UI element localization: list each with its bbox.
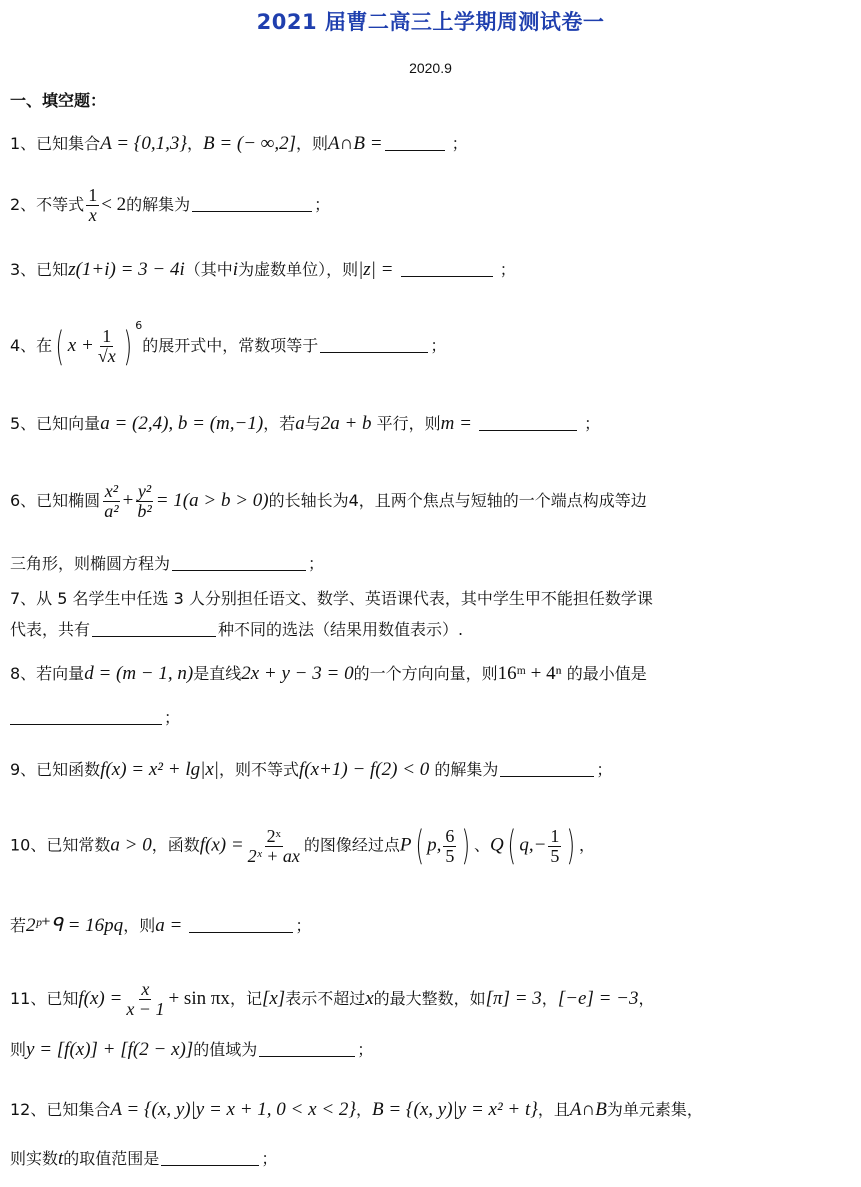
- q10-fraction: [246, 827, 302, 866]
- q6-plus: +: [122, 489, 134, 511]
- q4-text2: 的展开式中，常数项等于: [142, 336, 319, 355]
- q6-text2: 的长轴长为4，且两个焦点与短轴的一个端点构成等边: [268, 490, 647, 510]
- q9-text3: 的解集为: [434, 760, 499, 779]
- q4-text: 4、在: [10, 336, 53, 355]
- q11-rest: + sin πx: [168, 987, 230, 1009]
- question-5: [10, 414, 600, 433]
- q10-p-frac: [443, 827, 456, 866]
- q11-text5: 则: [10, 1040, 27, 1059]
- q12-end2: ；: [261, 1149, 278, 1168]
- q1-text2: ，则: [296, 134, 329, 153]
- q10-text3: 的图像经过点: [303, 835, 400, 855]
- q1-text: 1、已知集合: [10, 134, 101, 153]
- q10-sep: 、: [473, 835, 490, 855]
- q10-end2: ；: [295, 916, 312, 935]
- question-7-line2: [10, 622, 463, 638]
- q6-text: 6、已知椭圆: [10, 490, 101, 510]
- q1-expr: A∩B =: [328, 133, 383, 154]
- q11-y: y = [f(x)] + [f(2 − x)]: [26, 1039, 194, 1060]
- q5-m: m =: [440, 413, 472, 434]
- question-6: [10, 482, 647, 521]
- q10-text: 10、已知常数: [10, 835, 111, 855]
- q6-frac-y: [135, 482, 153, 521]
- q8-expr: 16ᵐ + 4ⁿ: [497, 663, 562, 684]
- q12-text3: 为单元素集，: [606, 1100, 703, 1119]
- q8-line: 2x + y − 3 = 0: [241, 663, 354, 684]
- q2-text: 2、不等式: [10, 194, 85, 214]
- q10-point-q: Q: [489, 834, 504, 856]
- q10-p-paren-right: ): [461, 823, 471, 869]
- q9-text: 9、已知函数: [10, 760, 101, 779]
- q7-text3: 种不同的选法（结果用数值表示）.: [218, 620, 464, 639]
- question-9: [10, 760, 612, 779]
- q10-qn: 1: [550, 825, 560, 846]
- q10-text2: ，函数: [151, 835, 200, 855]
- q3-text: 3、已知: [10, 260, 69, 279]
- q9-inequality: f(x+1) − f(2) < 0: [299, 759, 430, 780]
- q4-paren-left: (: [55, 323, 65, 370]
- answer-blank[interactable]: [259, 1055, 355, 1057]
- q10-p-coord: p,: [427, 834, 442, 856]
- q6-yn: y²: [137, 481, 152, 501]
- q8-text: 8、若向量: [10, 664, 85, 683]
- q8-text3: 的一个方向向量，则: [353, 664, 498, 683]
- answer-blank[interactable]: [479, 429, 577, 431]
- answer-blank[interactable]: [172, 569, 306, 571]
- q10-q-paren-left: (: [507, 823, 516, 869]
- q10-den: 2ˣ + ax: [247, 845, 300, 866]
- answer-blank[interactable]: [189, 931, 293, 933]
- answer-blank[interactable]: [192, 210, 312, 212]
- q6-frac-x: [102, 482, 120, 521]
- q10-eq: 2ᵖ⁺ᑫ = 16pq: [26, 915, 124, 936]
- q3-expr: z(1+i) = 3 − 4i: [68, 259, 185, 280]
- q11-num: x: [141, 979, 150, 999]
- q2-text2: 的解集为: [126, 194, 191, 214]
- q11-example2: [−e] = −3: [557, 987, 639, 1009]
- q2-den: x: [88, 204, 97, 225]
- q4-x: x +: [67, 335, 94, 356]
- q5-vectors: a = (2,4), b = (m,−1): [100, 413, 264, 434]
- q6-cond: = 1(a > b > 0): [155, 489, 269, 511]
- q2-fraction: [86, 186, 99, 225]
- question-8-line2: [10, 710, 180, 726]
- q10-q-paren-right: ): [566, 823, 576, 869]
- q1-sep: ，: [186, 134, 203, 153]
- answer-blank[interactable]: [10, 723, 162, 725]
- answer-blank[interactable]: [500, 775, 594, 777]
- q12-set-a: A = {(x, y)|y = x + 1, 0 < x < 2}: [110, 1099, 356, 1120]
- question-4: [10, 319, 447, 370]
- q6-text3: 三角形，则椭圆方程为: [10, 554, 171, 573]
- q1-set-a: A = {0,1,3}: [100, 133, 187, 154]
- q10-pd: 5: [445, 845, 455, 866]
- q3-end: ；: [499, 260, 516, 279]
- q11-example1: [π] = 3: [485, 987, 542, 1009]
- q3-paren2: 为虚数单位），则: [238, 260, 359, 279]
- q10-p-paren-left: (: [415, 823, 424, 869]
- question-8: [10, 664, 647, 683]
- q11-text4: 的最大整数，如: [373, 988, 486, 1008]
- q9-text2: ，则不等式: [218, 760, 299, 779]
- q11-den: x − 1: [126, 998, 165, 1019]
- q4-end: ；: [430, 336, 447, 355]
- q11-floor: [x]: [261, 987, 286, 1009]
- q4-fraction: [96, 327, 118, 366]
- q4-den: √x: [97, 346, 116, 366]
- q7-text2: 代表，共有: [10, 620, 91, 639]
- q12-set-b: B = {(x, y)|y = x² + t}: [372, 1099, 538, 1120]
- q4-power: 6: [135, 319, 143, 332]
- q10-q-frac: [548, 827, 561, 866]
- q8-text4: 的最小值是: [566, 664, 647, 683]
- q10-num: 2ˣ: [266, 825, 281, 846]
- q12-text2: ，且: [537, 1100, 570, 1119]
- q10-cond: a > 0: [110, 834, 152, 856]
- q5-text3: 与: [304, 414, 321, 433]
- q6-yd: b²: [137, 500, 152, 521]
- q9-end: ；: [596, 760, 613, 779]
- q6-xn: x²: [104, 481, 119, 501]
- q12-sep: ，: [355, 1100, 372, 1119]
- q10-q-coord: q,−: [519, 834, 547, 856]
- q11-fx: f(x) =: [78, 987, 123, 1009]
- q6-end: ；: [308, 554, 325, 573]
- q2-num: 1: [88, 185, 98, 205]
- answer-blank[interactable]: [385, 149, 445, 151]
- question-11-line2: [10, 1040, 373, 1059]
- q8-text2: 是直线: [193, 664, 242, 683]
- q10-end: ，: [579, 835, 596, 855]
- q11-text2: ，记: [229, 988, 262, 1008]
- q2-end: ；: [314, 194, 331, 214]
- answer-blank[interactable]: [320, 351, 428, 353]
- question-3: [10, 260, 516, 279]
- section-heading: 一、填空题：: [10, 91, 107, 110]
- q11-end: ，: [638, 988, 655, 1008]
- q11-text: 11、已知: [10, 988, 79, 1008]
- q5-text4: 平行，则: [376, 414, 441, 433]
- test-date: 2020.9: [409, 60, 452, 76]
- question-10: [10, 823, 596, 869]
- q8-vector: d = (m − 1, n): [84, 663, 194, 684]
- q12-text: 12、已知集合: [10, 1100, 111, 1119]
- q4-num: 1: [102, 326, 112, 347]
- q2-rel: < 2: [101, 193, 127, 215]
- q12-text5: 的取值范围是: [63, 1149, 160, 1168]
- answer-blank[interactable]: [401, 275, 493, 277]
- q12-t: t: [58, 1148, 64, 1169]
- q10-point-p: P: [399, 834, 412, 856]
- q10-a: a =: [155, 915, 183, 936]
- q10-pn: 6: [445, 825, 455, 846]
- question-12-line2: [10, 1149, 277, 1168]
- q10-qd: 5: [550, 845, 560, 866]
- q11-text6: 的值域为: [193, 1040, 258, 1059]
- answer-blank[interactable]: [161, 1164, 259, 1166]
- q12-intersection: A∩B: [569, 1099, 607, 1120]
- q11-fraction: [124, 980, 166, 1019]
- page-title: 2021 届曹二高三上学期周测试卷一: [256, 10, 605, 34]
- question-12: [10, 1100, 703, 1119]
- q5-text2: ，若: [263, 414, 296, 433]
- question-7: [10, 591, 653, 607]
- q10-text4: 若: [10, 916, 27, 935]
- q5-end: ；: [584, 414, 601, 433]
- q7-text: 7、从 5 名学生中任选 3 人分别担任语文、数学、英语课代表，其中学生甲不能担任数学课: [10, 589, 653, 608]
- q5-text: 5、已知向量: [10, 414, 101, 433]
- question-11: [10, 980, 655, 1019]
- answer-blank[interactable]: [92, 635, 216, 637]
- q8-end: ；: [164, 708, 181, 727]
- q5-a: a: [295, 413, 305, 434]
- q1-end: ；: [451, 134, 468, 153]
- q4-paren-right: ): [123, 323, 132, 370]
- q3-paren: （其中: [184, 260, 233, 279]
- question-1: [10, 134, 468, 153]
- q11-sep: ，: [541, 988, 558, 1008]
- q11-x: x: [365, 987, 374, 1009]
- q3-i: i: [232, 259, 239, 280]
- q11-text3: 表示不超过: [285, 988, 366, 1008]
- q10-fx: f(x) =: [199, 834, 244, 856]
- q9-function: f(x) = x² + lg|x|: [100, 759, 219, 780]
- q11-end2: ；: [357, 1040, 374, 1059]
- q10-text5: ，则: [123, 916, 156, 935]
- question-2: [10, 186, 330, 225]
- question-6-line2: [10, 556, 324, 572]
- q5-sum: 2a + b: [320, 413, 372, 434]
- q12-text4: 则实数: [10, 1149, 59, 1168]
- question-10-line2: [10, 916, 311, 935]
- q6-xd: a²: [104, 500, 119, 521]
- q1-set-b: B = (− ∞,2]: [202, 133, 296, 154]
- q3-abs: |z| =: [358, 259, 394, 280]
